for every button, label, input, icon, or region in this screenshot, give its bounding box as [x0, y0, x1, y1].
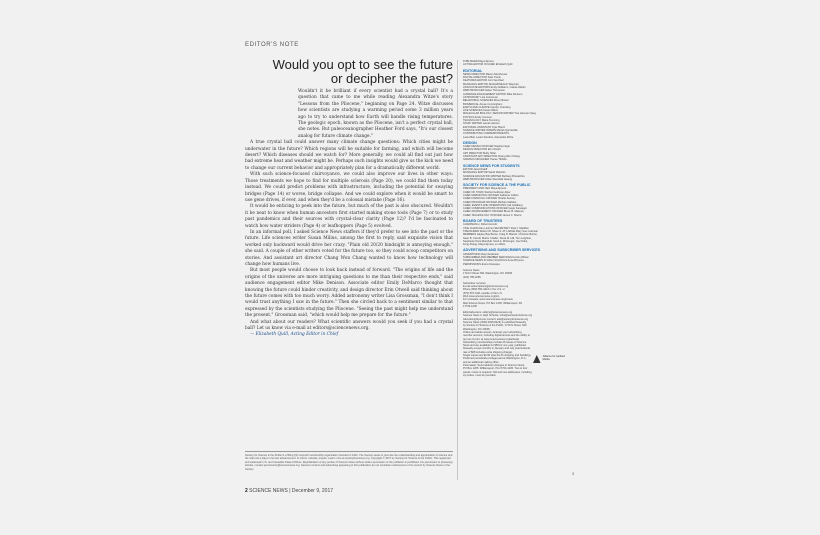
masthead-line: CHIEF PROGRAM OFFICER Michele Glidden: [463, 200, 517, 204]
folio: 2 SCIENCE NEWS | December 9, 2017: [245, 488, 334, 494]
masthead-line: Feng Zhang, Maya Ajmera, ex officio: [463, 243, 506, 247]
masthead-line: GRAPHIC DESIGNER Tracee Tibbitts: [463, 158, 507, 162]
masthead-line: STAFF WRITER Laurel Hamers: [463, 122, 500, 126]
masthead-section-title: ADVERTISING AND SUBSCRIBER SERVICES: [463, 248, 541, 253]
masthead-line: CHIEF DESIGN OFFICER Stephen Egts: [463, 145, 510, 149]
masthead-section-title: BOARD OF TRUSTEES: [463, 219, 503, 224]
alliance-logo-text: Alliance for Audited Media: [542, 355, 565, 361]
masthead-line: CHIEF TECHNOLOGY OFFICER James C. Moore: [463, 213, 522, 217]
editorial-line: Online and tablet access: Activate your subscribing: [463, 330, 522, 334]
masthead-line: TECHNOLOGY Maria Temming: [463, 119, 500, 123]
alliance-logo: [533, 354, 571, 364]
editorial-line: Single copies are $3.99 (plus $1.01 shipping and handling).: [463, 354, 532, 358]
masthead-line: BIOMEDICAL Aimee Cunningham: [463, 102, 503, 106]
paragraph-4: It would be enticing to peek into the future, but much of the past is also obscured. Wouldn't it be neat to know when human ancestors first started making stone tools (Page 7) or to study past pandemics and their sources with crystal-clear clarity (Page 12)? I'd be fascinated to watch how water striders (Page 4) or leafhoppers (Page 5) evolved.: [245, 204, 453, 229]
masthead-line: MEMBERS Hayley Bay Barna, Craig R. Barrett, Christine Burton,: [463, 233, 538, 237]
editorial-line: weeks' notice is required. Old and new addresses, including: [463, 370, 532, 374]
masthead-sections: [463, 70, 573, 266]
right-page-number: 3: [572, 471, 575, 476]
subscriber-line: 17703-1205: [463, 304, 477, 308]
subscriber-line: Mail Science News, PO Box 1205, Williamsport, PA: [463, 301, 523, 305]
masthead-line: LIFE SCIENCES Susan Milius: [463, 109, 498, 113]
masthead-section-title: SOCIETY FOR SCIENCE & THE PUBLIC: [463, 183, 531, 188]
editorial-line: Science News (ISSN 0036-8423) is published biweekly: [463, 321, 527, 325]
masthead-section-title: EDITORIAL: [463, 68, 483, 73]
masthead-line: SCIENCE NEWS IN HIGH SCHOOLS Anna Rhymes: [463, 259, 524, 263]
masthead-line: CHIEF OF STAFF Rachel Goldman Alper: [463, 190, 511, 194]
article-body: [245, 89, 453, 339]
masthead-line: FEATURES EDITOR Cori Vanchieri: [463, 79, 504, 83]
masthead-line: MANAGING EDITOR Sarah Zielinski: [463, 171, 506, 175]
masthead: [463, 60, 573, 377]
masthead-line: CONTRIBUTING CORRESPONDENTS: [463, 132, 509, 136]
subscriber-line: For renewals, www.sciencenews.org/renew: [463, 298, 513, 302]
masthead-line: DESIGN DIRECTOR Erin Otwell: [463, 148, 501, 152]
masthead-line: Sean B. Carroll, Martin Chalfie, Tessa M. Hill, Tom Leighton,: [463, 236, 532, 240]
column-divider: [457, 60, 458, 480]
masthead-section-title: DESIGN: [463, 140, 477, 145]
masthead-line: CHIEF, EVENTS AND OPERATIONS Cait Goldberg: [463, 203, 523, 207]
masthead-line: MOLECULAR BIOLOGY, SENIOR WRITER Tina Hesman Saey: [463, 112, 537, 116]
editorial-line: Editorial/Letters: editors@sciencenews.org: [463, 311, 513, 315]
masthead-section-title: SCIENCE NEWS FOR STUDENTS: [463, 163, 520, 168]
masthead-line: EDITOR Janet Raloff: [463, 167, 488, 171]
editorial-letters: [463, 311, 573, 377]
masthead-publisher: PUBLISHER Maya Ajmera: [463, 60, 494, 63]
folio-date: December 9, 2017: [291, 488, 334, 494]
masthead-line: EDITORIAL ASSISTANT Kyle Plantz: [463, 125, 505, 129]
section-kicker: EDITOR'S NOTE: [245, 42, 299, 48]
editorial-line: News and are available for $50 for one year, published: [463, 344, 526, 348]
masthead-line: BEHAVIORAL SCIENCES Bruce Bower: [463, 99, 509, 103]
masthead-line: ART DIRECTOR Molly Telfer: [463, 151, 497, 155]
editorial-line: and an additional mailing office.: [463, 360, 500, 364]
folio-page: 2: [245, 488, 248, 494]
masthead-line: SCIENCE EDUCATION WRITER Bethany Brookshire: [463, 174, 525, 178]
editorial-line: by Society for Science & the Public, 1719 N Street, NW,: [463, 324, 528, 328]
paragraph-7: And what about our readers? What scientific answers would you seek if you had a crystal ball? Let us know via e-mail at editors@sciencenews.org.: [245, 319, 453, 332]
subscriber-services: [463, 282, 573, 308]
masthead-line: ASSOCIATE EDITORS Emily DeMarco, Cassie Martin: [463, 86, 526, 90]
masthead-line: ADVERTISING Daryl Anderson: [463, 252, 499, 256]
paragraph-1: Wouldn't it be brilliant if every scientist had a crystal ball? It's a question that came to me while reading Alexandra Witze's story "Lessons from the Pliocene," beginning on Page 24. Witze discusses how scientists are studying a warming period some 3 million years ago to try to understand how Earth will handle rising temperatures. The geologic epoch, known as the Pliocene, isn't a perfect crystal ball, she notes. But paleoceanographer Heather Ford says, "It's our closest analog for future climate change.": [298, 89, 453, 139]
masthead-line: VICE CHAIR Alan Leshner SECRETARY Paul J. Maddon: [463, 226, 529, 230]
editorial-line: member account, including digital access and the ability to: [463, 334, 530, 338]
editorial-line: Postmaster: Send address changes to Science News,: [463, 363, 525, 367]
masthead-line: DIGITAL DIRECTOR Kate Travis: [463, 76, 501, 80]
signature: — Elizabeth Quill, Acting Editor in Chief: [250, 332, 339, 338]
masthead-line: CHAIRMAN H. Robert Horvitz: [463, 223, 498, 227]
masthead-line: NEWS DIRECTOR Macon Morehouse: [463, 72, 508, 76]
masthead-line: CHIEF ADVANCEMENT OFFICER Bruce B. Makous: [463, 210, 524, 214]
editorial-line: opt out of print, at www.sciencenews.org/activate: [463, 337, 520, 341]
subscriber-line: Subscriber services: [463, 281, 486, 285]
paragraph-5: In an informal poll, I asked Science News staffers if they'd prefer to see into the past or the future. Life sciences writer Susan Milius, among the first to reply, said exquisite vision that worked only backward would drive her crazy. "Plain old 20/20 hindsight is annoying enough," she said. A couple of other writers voted for the future too, so they could scoop competitors on stories. And assistant art director Chang Won Chang wanted to know how technology will change how humans live.: [245, 229, 453, 267]
subscriber-line: E-mail subscriptions@sciencenews.org: [463, 285, 509, 289]
masthead-line: WEB PRODUCER Lillian Steenblik Hwang: [463, 177, 513, 181]
masthead-line: PERMISSIONS Evora Swoopes: [463, 262, 500, 266]
subscriber-line: Phone (800) 552-4412 in the U.S. or: [463, 288, 505, 292]
masthead-address: Science News 1719 N Street NW, Washington, DC 20036 (202) 785-2255: [463, 268, 513, 279]
editorial-line: Science News in High Schools: snhs@societyforscience.org: [463, 314, 533, 318]
editorial-line: Washington, DC 20036.: [463, 327, 491, 331]
masthead-line: PHYSICS Emily Conover: [463, 115, 492, 119]
masthead-line: ASSISTANT ART DIRECTOR Chang Won Chang: [463, 155, 520, 159]
masthead-line: Stephanie Pace Marshall, Scott A. McGregor, Joe Palca,: [463, 239, 528, 243]
editorial-line: rate of $68 includes extra shipping charge).: [463, 350, 513, 354]
masthead-line: ASTRONOMY Lisa Grossman: [463, 95, 498, 99]
editorial-line: Subscribing memberships include 26 issues of Science: [463, 340, 527, 344]
masthead-line: CHIEF COMMUNICATIONS OFFICER Gayle Kansagor: [463, 207, 527, 211]
masthead-line: TREASURER Robert W. Shaw Jr. AT LARGE Mary Sue Coleman: [463, 229, 539, 233]
editorial-line: PO Box 1205, Williamsport, PA 17703-1205. Two to four: [463, 367, 528, 371]
masthead-line: SUBSCRIBER AND MEMBER SERVICES Kerwin Wilson: [463, 256, 529, 260]
paragraph-6: But most people would choose to look back instead of forward. "The origins of life and the origins of the universe are more intriguing questions to me than their respective ends," said audience engagement editor Mike Denison. Associate editor Emily DeMarco thought that knowing the future could hinder creativity, and design director Erin Otwell said thinking about the future comes with too much worry. Added astronomy writer Lisa Grossman, "I don't think I would trust anything I saw in the future." Then she circled back to a sentiment similar to that expressed by the scientists studying the Pliocene. "Seeing the past might help me understand the present," Grossman said, "which would help me prepare for the future.": [245, 268, 453, 319]
headline: Would you opt to see the future or decipher the past?: [272, 57, 453, 86]
paragraph-2: A true crystal ball could answer many climate change questions: Which cities might be underwater in the future? Which regions will be suitable for farming, and which will become desert? Which diseases should we watch for? More generally, we could all find out just how bad extreme heat and weather might be. Perhaps such insights would give us the kick we need to change our current behavior and appropriately plan for a dramatically different world.: [245, 140, 453, 171]
paragraph-3: With such science-focused clairvoyance, we could also improve our lives in other ways: Those treatments we hope to find for multiple sclerosis (Page 20), we could find them today instead. We could predict problems with infrastructure, including the potential for swaying bridges (Page 14) or worse, bridge collapse. And we could explore when it would be smart to use gene drives, if ever, and when they'd be a colossal mistake (Page 16).: [245, 172, 453, 203]
editorial-line: zip codes, must be provided.: [463, 373, 497, 377]
editorial-line: Preferred periodicals postage paid at Washington, D.C.,: [463, 357, 528, 361]
masthead-line: SCIENCE WRITER INTERN Mariah Quintanilla: [463, 128, 518, 132]
subscriber-line: (570) 567-1191 outside of the U.S.: [463, 291, 503, 295]
masthead-line: WEB PRODUCER Helen Thompson: [463, 89, 505, 93]
masthead-line: EARTH AND CLIMATE Carolyn Gramling: [463, 105, 511, 109]
masthead-acting-editor: ACTING EDITOR IN CHIEF Elizabeth Quill: [463, 63, 513, 67]
masthead-line: CHIEF MARKETING OFFICER Kathlene Collins: [463, 193, 519, 197]
masthead-line: PRESIDENT AND CEO Maya Ajmera: [463, 187, 507, 191]
masthead-line: AUDIENCE ENGAGEMENT EDITOR Mike Denison: [463, 92, 523, 96]
masthead-line: MANAGING EDITOR, MAGAZINE Erin Wayman: [463, 82, 519, 86]
masthead-line: Laura Beil, Laura Sanders, Alexandra Witze: [463, 135, 514, 139]
subscriber-line: Web www.sciencenews.org/join: [463, 295, 500, 298]
society-footnote: Society for Science & the Public is a 501(c)(3) nonprofit membership organization founded in 1921. The Society seeks to promote the understanding and appreciation of science and the vital role it plays in human advancement: to inform, educate, inspire. Learn more at societyforscience.org. Copyright © 2017 by Society for Science & the Public. This registered and trademark U.S. and Canadian Patent Offices. Republication of any portion of Science News without written permission of the publisher is prohibited. For permission to photocopy articles, contact permissions@sciencenews.org. Sponsor content and advertising appearing in this publication do not constitute endorsement of its content by Science News or the Society.: [245, 451, 453, 471]
masthead-line: CHIEF FINANCIAL OFFICER Charlie Feeney: [463, 197, 516, 201]
folio-publication: SCIENCE NEWS: [249, 488, 288, 494]
alliance-logo-icon: [533, 355, 541, 363]
editorial-line: biweekly except monthly in January and July (international: [463, 347, 530, 351]
editorial-line: Advertising/Sponsor content: ads@societyforscience.org: [463, 317, 529, 321]
